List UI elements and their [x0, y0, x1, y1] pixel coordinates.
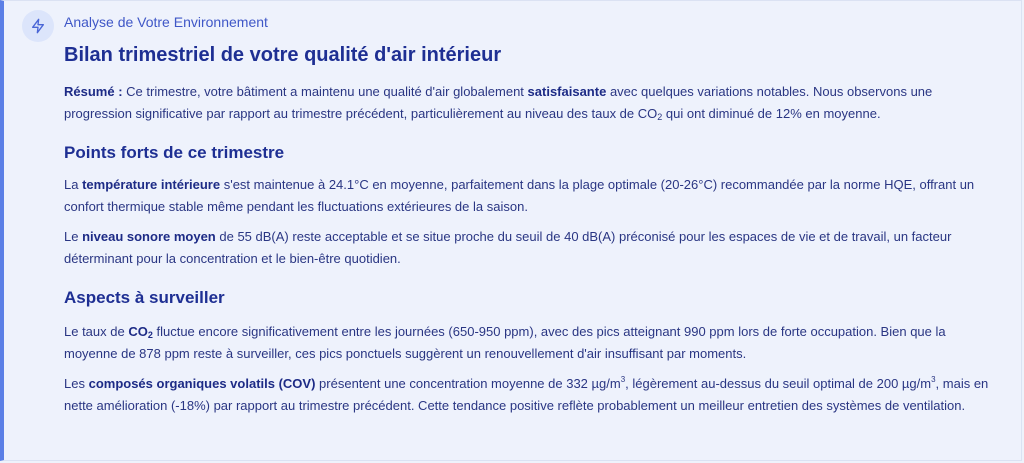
- temperature-text-b: s'est maintenue à 24.1°C en moyenne, parfaitement dans la plage optimale (20-26°C) recommandée par la norme HQE, offrant un confort thermique stable même pendant les fluctuations extérieures de la saison.: [64, 177, 975, 214]
- card-content: [64, 12, 999, 417]
- cov-text-d: , mais en nette amélioration (-18%) par rapport au trimestre précédent. Cette tendance positive reflète probablement un meilleur entretien des systèmes de ventilation.: [64, 376, 989, 413]
- summary-text-b: avec quelques variations notables. Nous observons une progression significative par rapport au trimestre précédent, particulièrement au niveau des taux de CO: [64, 84, 933, 121]
- cov-superscript-1: 3: [620, 375, 626, 384]
- cov-paragraph: [64, 373, 999, 417]
- co2-text-b: fluctue encore significativement entre les journées (650-950 ppm), avec des pics atteignant 990 ppm lors de forte occupation. Bien que la moyenne de 878 ppm reste à surveiller, ces pics ponctuels suggèrent un renouvellement d'air insuffisant par moments.: [64, 324, 946, 361]
- watch-heading: Aspects à surveiller: [64, 288, 225, 307]
- cov-text-b: présentent une concentration moyenne de 332 µg/m: [319, 376, 621, 391]
- cov-superscript-2: 3: [931, 375, 936, 384]
- icon-badge: [22, 10, 54, 42]
- temperature-paragraph: [64, 174, 999, 218]
- cov-text-c: , légèrement au-dessus du seuil optimal de 200 µg/m: [625, 376, 932, 391]
- page-title: Bilan trimestriel de votre qualité d'air intérieur: [64, 44, 502, 66]
- noise-paragraph: [64, 226, 999, 270]
- summary-co2-subscript: 2: [657, 112, 663, 122]
- temperature-text-a: La: [64, 177, 79, 192]
- lightning-icon: [30, 18, 46, 34]
- co2-bold: [128, 324, 153, 339]
- co2-paragraph: [64, 321, 999, 365]
- summary-label: Résumé :: [64, 84, 123, 99]
- cov-bold: composés organiques volatils (COV): [88, 376, 316, 391]
- cov-text-a: Les: [64, 376, 85, 391]
- strengths-heading: Points forts de ce trimestre: [64, 143, 285, 162]
- summary-text-c: qui ont diminué de 12% en moyenne.: [665, 106, 881, 121]
- co2-bold-subscript: 2: [147, 330, 153, 340]
- summary-paragraph: [64, 81, 999, 125]
- co2-text-a: Le taux de: [64, 324, 125, 339]
- co2-bold-text: CO: [128, 324, 148, 339]
- summary-text-a: Ce trimestre, votre bâtiment a maintenu une qualité d'air globalement: [126, 84, 524, 99]
- section-kicker: Analyse de Votre Environnement: [64, 14, 268, 30]
- summary-highlight: satisfaisante: [527, 84, 607, 99]
- temperature-bold: température intérieure: [82, 177, 221, 192]
- noise-text-a: Le: [64, 229, 79, 244]
- noise-text-b: de 55 dB(A) reste acceptable et se situe proche du seuil de 40 dB(A) préconisé pour les espaces de vie et de travail, un facteur déterminant pour la concentration et le bien-être quotidien.: [64, 229, 952, 266]
- noise-bold: niveau sonore moyen: [82, 229, 216, 244]
